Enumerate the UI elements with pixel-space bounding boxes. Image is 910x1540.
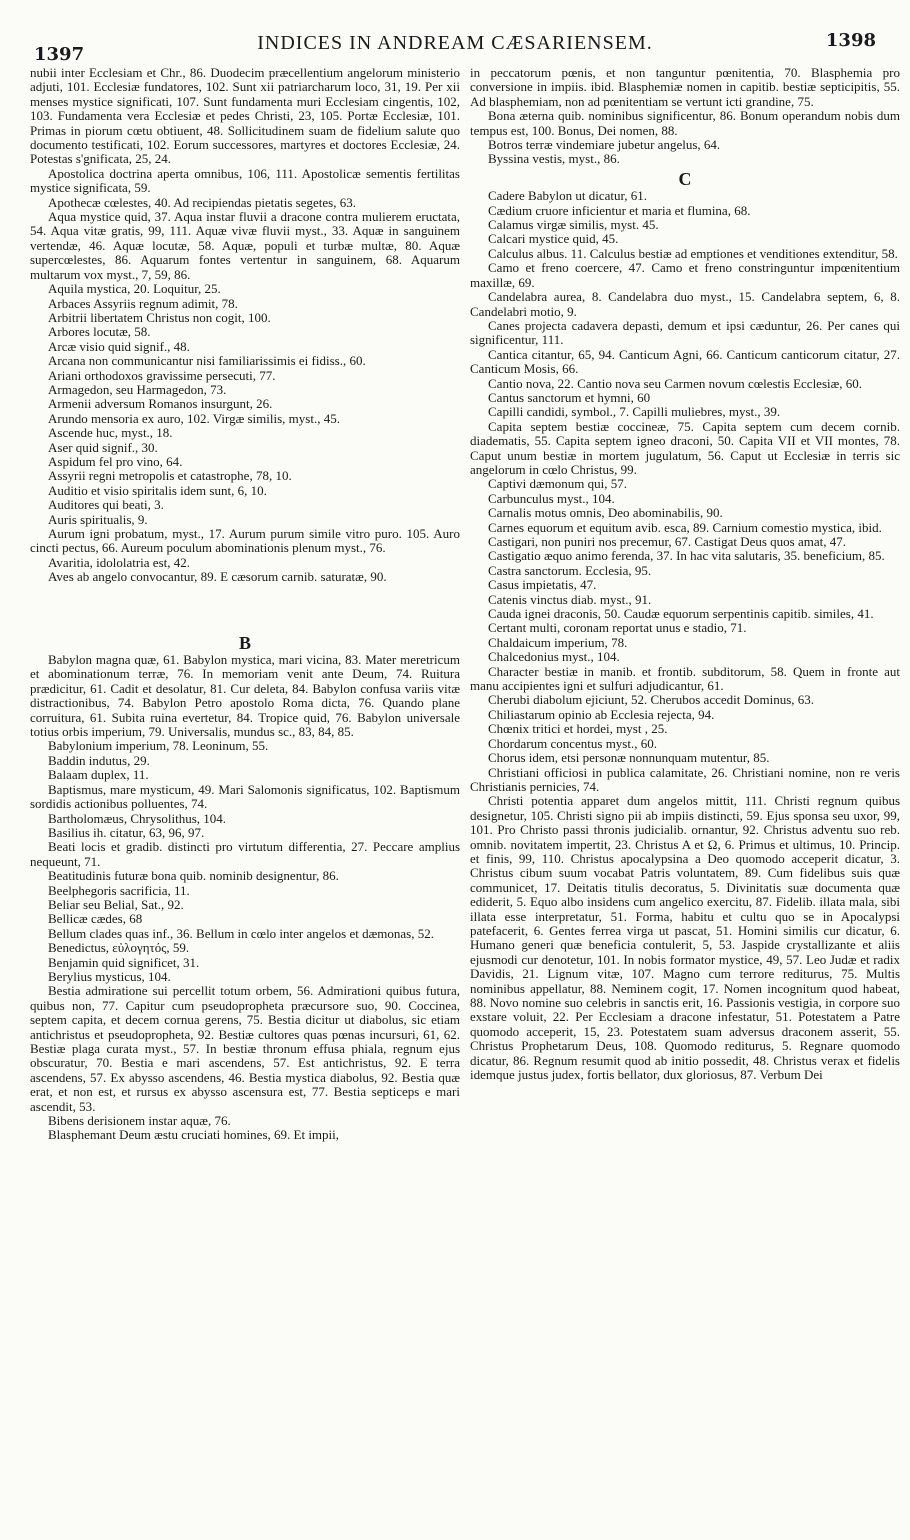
index-entry: Arbitrii libertatem Christus non cogit, 100. bbox=[48, 309, 271, 325]
index-entry: Ariani orthodoxos gravissime persecuti, 77. bbox=[48, 367, 276, 383]
index-entry: Carnes equorum et equitum avib. esca, 89. Carnium comestio mystica, ibid. bbox=[488, 519, 882, 535]
index-entry: Aspidum fel pro vino, 64. bbox=[48, 453, 183, 469]
index-entry: Baptismus, mare mysticum, 49. Mari Salomonis significatus, 102. Baptismum sordidis actionibus polluentes, 74. bbox=[30, 781, 460, 812]
index-entry: Beatitudinis futuræ bona quib. nominib designentur, 86. bbox=[48, 868, 339, 884]
index-entry: Cantio nova, 22. Cantio nova seu Carmen novum cœlestis Ecclesiæ, 60. bbox=[488, 375, 863, 391]
index-entry: Aves ab angelo convocantur, 89. E cæsorum carnib. saturatæ, 90. bbox=[48, 569, 387, 585]
index-entry: Arcana non communicantur nisi familiarissimis ei fidiss., 60. bbox=[48, 353, 366, 369]
index-entry: Arcæ visio quid signif., 48. bbox=[48, 338, 190, 354]
index-entry: Benjamin quid significet, 31. bbox=[48, 954, 200, 970]
running-title: INDICES IN ANDREAM CÆSARIENSEM. bbox=[257, 32, 653, 54]
index-entry: Chœnix tritici et hordei, myst , 25. bbox=[488, 721, 668, 737]
section-gap bbox=[30, 585, 460, 631]
index-entry: Assyrii regni metropolis et catastrophe, 78, 10. bbox=[48, 468, 292, 484]
section-letter: C bbox=[678, 168, 692, 189]
index-entry: Armagedon, seu Harmagedon, 73. bbox=[48, 381, 227, 397]
index-entry: Castigatio æquo animo ferenda, 37. In hac vita salutaris, 35. beneficium, 85. bbox=[488, 548, 885, 564]
index-entry: Beelphegoris sacrificia, 11. bbox=[48, 882, 190, 898]
index-entry: Auditores qui beati, 3. bbox=[48, 497, 164, 513]
index-entry: Bellicæ cædes, 68 bbox=[48, 911, 143, 927]
index-entry: Chorus idem, etsi personæ nonnunquam mutentur, 85. bbox=[488, 750, 770, 766]
index-entry: Cantus sanctorum et hymni, 60 bbox=[488, 389, 651, 405]
index-entry: Cauda ignei draconis, 50. Caudæ equorum serpentinis capitib. similes, 41. bbox=[488, 606, 874, 622]
index-entry: Capita septem bestiæ coccineæ, 75. Capita septem cum decem cornib. diadematis, 55. Capita septem igneo draconi, 50. Capita VII et VII montes, 78. Caput unum bestiæ in mortem jugulatum, 56. Caput ut Ecclesiæ in terris sic angelorum in cœlo Christus, 99. bbox=[470, 418, 900, 477]
index-entry: Calamus virgæ similis, myst. 45. bbox=[488, 217, 659, 233]
index-entry: Castra sanctorum. Ecclesia, 95. bbox=[488, 562, 652, 578]
index-entry: Capilli candidi, symbol., 7. Capilli muliebres, myst., 39. bbox=[488, 404, 781, 420]
index-entry: Basilius ih. citatur, 63, 96, 97. bbox=[48, 824, 205, 840]
index-entry: Avaritia, idololatria est, 42. bbox=[48, 554, 190, 570]
entry-continuation: in peccatorum pœnis, et non tanguntur pœnitentia, 70. Blasphemia pro conversione in impiis. ibid. Blasphemiæ nomen in capitib. bestiæ septicipitis, 55. Ad blasphemiam, non ad pœnitentiam se vertunt icti grandine, 75. bbox=[470, 66, 900, 109]
left-column bbox=[30, 66, 460, 1520]
index-entry: Auris spiritualis, 9. bbox=[48, 511, 148, 527]
index-entry: Beati locis et gradib. distincti pro virtutum differentia, 27. Peccare amplius nequeunt, 71. bbox=[30, 839, 460, 869]
index-entry: Apostolica doctrina aperta omnibus, 106, 111. Apostolicæ sementis fertilitas mystice significata, 59. bbox=[30, 165, 460, 196]
index-entry: Baddin indutus, 29. bbox=[48, 752, 150, 768]
index-entry: Candelabra aurea, 8. Candelabra duo myst., 15. Candelabra septem, 6, 8. Candelabri motio, 9. bbox=[470, 289, 900, 319]
section-letter: B bbox=[238, 632, 251, 653]
index-entry: Casus impietatis, 47. bbox=[488, 577, 597, 593]
index-entry: Beliar seu Belial, Sat., 92. bbox=[48, 896, 184, 912]
index-entry: Babylon magna quæ, 61. Babylon mystica, mari vicina, 83. Mater meretricum et abominationum terræ, 76. In memoriam venit ante Deum, 74. Ruitura prædicitur, 61. Cadit et desolatur, 81. Cur deleta, 84. Babylon confusa variis vitæ distractionibus, 74. Babylon Petro apostolo Roma dicta, 76. Quando plane corruitura, 61. Subita ruina evertetur, 84. Tropice quid, 76. Babylon universale totius orbis imperium, 79. Universalis, mundus sc., 83, 84, 85. bbox=[30, 652, 460, 740]
index-entry: Captivi dæmonum qui, 57. bbox=[488, 476, 628, 492]
index-entry: Aurum igni probatum, myst., 17. Aurum purum simile vitro puro. 105. Auro cincti pectus, 66. Aureum poculum abominationis plenum myst., 76. bbox=[30, 526, 460, 556]
index-entry: Berylius mysticus, 104. bbox=[48, 968, 171, 984]
index-entry: Bartholomæus, Chrysolithus, 104. bbox=[48, 810, 227, 826]
index-entry: Cherubi diabolum ejiciunt, 52. Cherubos accedit Dominus, 63. bbox=[488, 692, 815, 708]
index-entry: Carbunculus myst., 104. bbox=[488, 490, 615, 506]
index-entry: Canes projecta cadavera depasti, demum et ipsi cæduntur, 26. Per canes qui significentur, 111. bbox=[470, 317, 900, 348]
index-entry: Calculus albus. 11. Calculus bestiæ ad emptiones et venditiones extenditur, 58. bbox=[488, 245, 898, 261]
index-entry: Benedictus, εὐλογητός, 59. bbox=[48, 940, 190, 956]
index-entry: Arbores locutæ, 58. bbox=[48, 324, 151, 340]
index-entry: Cædium cruore inficientur et maria et flumina, 68. bbox=[488, 202, 751, 218]
page-number-right: 1398 bbox=[825, 30, 876, 51]
index-entry: Certant multi, coronam reportat unus e stadio, 71. bbox=[488, 620, 747, 636]
index-entry: Bona æterna quib. nominibus significentur, 86. Bonum operandum nobis dum tempus est, 100. Bonus, Dei nomen, 88. bbox=[470, 108, 900, 138]
index-entry: Ascende huc, myst., 18. bbox=[48, 425, 173, 441]
index-entry: Christi potentia apparet dum angelos mittit, 111. Christi regnum quibus designetur, 105. Christi signo pii ab impiis distincti, 59. Ejus sponsa seu uxor, 99, 101. Pro Christo passi thronis judicialib. ornantur, 92. Christus adventu suo reb. omnib. novitatem impertit, 23. Christus A et Ω, 6. Primus et ultimus, 10. Princip. et finis, 99, 110. Christus apocalypsina a Deo quomodo acceperit dicatur, 3. Christus cibum suum vocabat Patris voluntatem, 89. Cum fidelibus suis quæ communicet, 17. Deitatis titulis decoratus, 5. Divinitatis suæ documenta quæ ediderit, 5. Equo albo insidens cum angelico exercitu, 87. Fidelib. illata mala, sibi illata esse interpretatur, 51. Forma, habitu et cultu quo se in Apocalypsi patefacerit, 6. Gentes ferrea virga ut pascat, 51. Homini similis cur dicatur, 6. Humano generi quæ beneficia contulerit, 5, 53. Jaspide crystallizante et aliis ejusmodi cur denotetur, 101. In nobis formator mystice, 49, 57. Leo Judæ et radix Davidis, 21. Lignum vitæ, 107. Magno cum terrore rediturus, 75. Multis nominibus appellatur, 88. Neminem cogit, 17. Nomen incognitum quod habeat, 88. Novo nomine suo celebris in sanctis erit, 16. Passionis vestigia, in corpore suo exstare voluit, 22. Per Ecclesiam a dracone infestatur, 51. Potestatem a Patre quomodo acceperit, 15, 23. Potestatem suam adversus draconem asserit, 55. Christus Prophetarum Deus, 108. Quomodo rediturus, 5. Regnare quomodo dicatur, 86. Regnum resumit quod ab initio possedit, 48. Christus verax et fidelis idemque justus judex, fortis bellator, dux gloriosus, 87. Verbum Dei bbox=[470, 793, 900, 1083]
index-entry: Cantica citantur, 65, 94. Canticum Agni, 66. Canticum canticorum citatur, 27. Canticum Mosis, 66. bbox=[470, 346, 900, 377]
index-entry: Arbaces Assyriis regnum adimit, 78. bbox=[48, 295, 238, 311]
index-entry: Cadere Babylon ut dicatur, 61. bbox=[488, 188, 648, 204]
index-entry: Aqua mystice quid, 37. Aqua instar fluvii a dracone contra mulierem eructata, 54. Aqua vitæ gratis, 99, 111. Aquæ vivæ fluvii myst., 33. Aquæ in sanguinem vertendæ, 46. Aquæ locutæ, 58. Aquæ, populi et turbæ multæ, 80. Aquæ supercœlestes, 86. Aquarum fontes vertentur in sanguinem, 68. Aquarum multarum vox myst., 7, 59, 86. bbox=[30, 209, 460, 282]
index-entry: Bestia admiratione sui percellit totum orbem, 56. Admirationi quibus futura, quibus non, 77. Capitur cum pseudopropheta præcursore suo, 90. Coccinea, septem capita, et decem cornua gerens, 75. Bestia dicitur ut diabolus, sic etiam antichristus et pseudopropheta, 92. Bestiæ cultores quas pœnas incursuri, 61, 62. Bestiæ plaga curata myst., 57. In bestiæ thronum effusa phiala, regnum ejus obscuratur, 70. Bestia e mari ascendens, 57. Est antichristus, 92. E terra ascendens, 57. Ex abysso ascendens, 46. Bestia mystica diabolus, 92. Bestia quæ erat, et non est, et rursus ex abysso ascensura est, 77. Bestia septiceps e mari ascendit, 53. bbox=[30, 983, 460, 1114]
index-entry: Catenis vinctus diab. myst., 91. bbox=[488, 591, 652, 607]
entry-continuation: nubii inter Ecclesiam et Chr., 86. Duodecim præcellentium angelorum ministerio adjuti, 101. Ecclesiæ fundatores, 102. Sunt xii patriarcharum loco, 31, 19. Per xii menses mystice significati, 107. Sunt fundamenta muri Ecclesiam cingentis, 102, 103. Fundamenta vera Ecclesiæ et pedes Christi, 23, 105. Portæ Ecclesiæ, 101. Primas in piorum cœtu obtiuent, 48. Sollicitudinem suam de fidelium salute quo documento testificati, 102. Eorum successores, martyres et doctores Ecclesiæ, 24. Potestas s'gnificata, 25, 24. bbox=[30, 66, 460, 167]
index-entry: Babylonium imperium, 78. Leoninum, 55. bbox=[48, 738, 269, 754]
index-entry: Bibens derisionem instar aquæ, 76. bbox=[48, 1113, 231, 1129]
index-entry: Botros terræ vindemiare jubetur angelus, 64. bbox=[488, 137, 721, 153]
index-entry: Balaam duplex, 11. bbox=[48, 767, 149, 783]
index-entry: Carnalis motus omnis, Deo abominabilis, 90. bbox=[488, 505, 723, 521]
index-entry: Chalcedonius myst., 104. bbox=[488, 649, 620, 665]
index-entry: Chordarum concentus myst., 60. bbox=[488, 735, 657, 751]
index-entry: Arundo mensoria ex auro, 102. Virgæ similis, myst., 45. bbox=[48, 410, 340, 426]
index-entry: Auditio et visio spiritalis idem sunt, 6, 10. bbox=[48, 482, 267, 498]
index-entry: Armenii adversum Romanos insurgunt, 26. bbox=[48, 396, 273, 412]
index-entry: Bellum clades quas inf., 36. Bellum in cœlo inter angelos et dæmonas, 52. bbox=[48, 925, 434, 941]
index-entry: Chiliastarum opinio ab Ecclesia rejecta, 94. bbox=[488, 706, 715, 722]
running-header bbox=[30, 22, 880, 65]
page-number-left: 1397 bbox=[34, 44, 85, 65]
index-entry: Christiani officiosi in publica calamitate, 26. Christiani nomine, non re veris Christianis pernicies, 74. bbox=[470, 764, 900, 794]
right-column bbox=[470, 66, 900, 1520]
index-entry: Calcari mystice quid, 45. bbox=[488, 231, 619, 247]
index-entry: Camo et freno coercere, 47. Camo et freno constringuntur impœnitentium maxillæ, 69. bbox=[470, 260, 900, 290]
index-entry: Blasphemant Deum æstu cruciati homines, 69. Et impii, bbox=[48, 1127, 340, 1143]
index-entry: Apothecæ cœlestes, 40. Ad recipiendas pietatis segetes, 63. bbox=[48, 194, 356, 210]
index-entry: Castigari, non puniri nos precemur, 67. Castigat Deus quos amat, 47. bbox=[488, 534, 847, 549]
index-entry: Aquila mystica, 20. Loquitur, 25. bbox=[48, 281, 221, 297]
index-entry: Byssina vestis, myst., 86. bbox=[488, 151, 620, 167]
index-entry: Chaldaicum imperium, 78. bbox=[488, 634, 628, 650]
index-entry: Aser quid signif., 30. bbox=[48, 439, 158, 455]
index-entry: Character bestiæ in manib. et frontib. subditorum, 58. Quem in fronte aut manu accipientes igni et sulfuri adjudicantur, 61. bbox=[470, 663, 900, 694]
